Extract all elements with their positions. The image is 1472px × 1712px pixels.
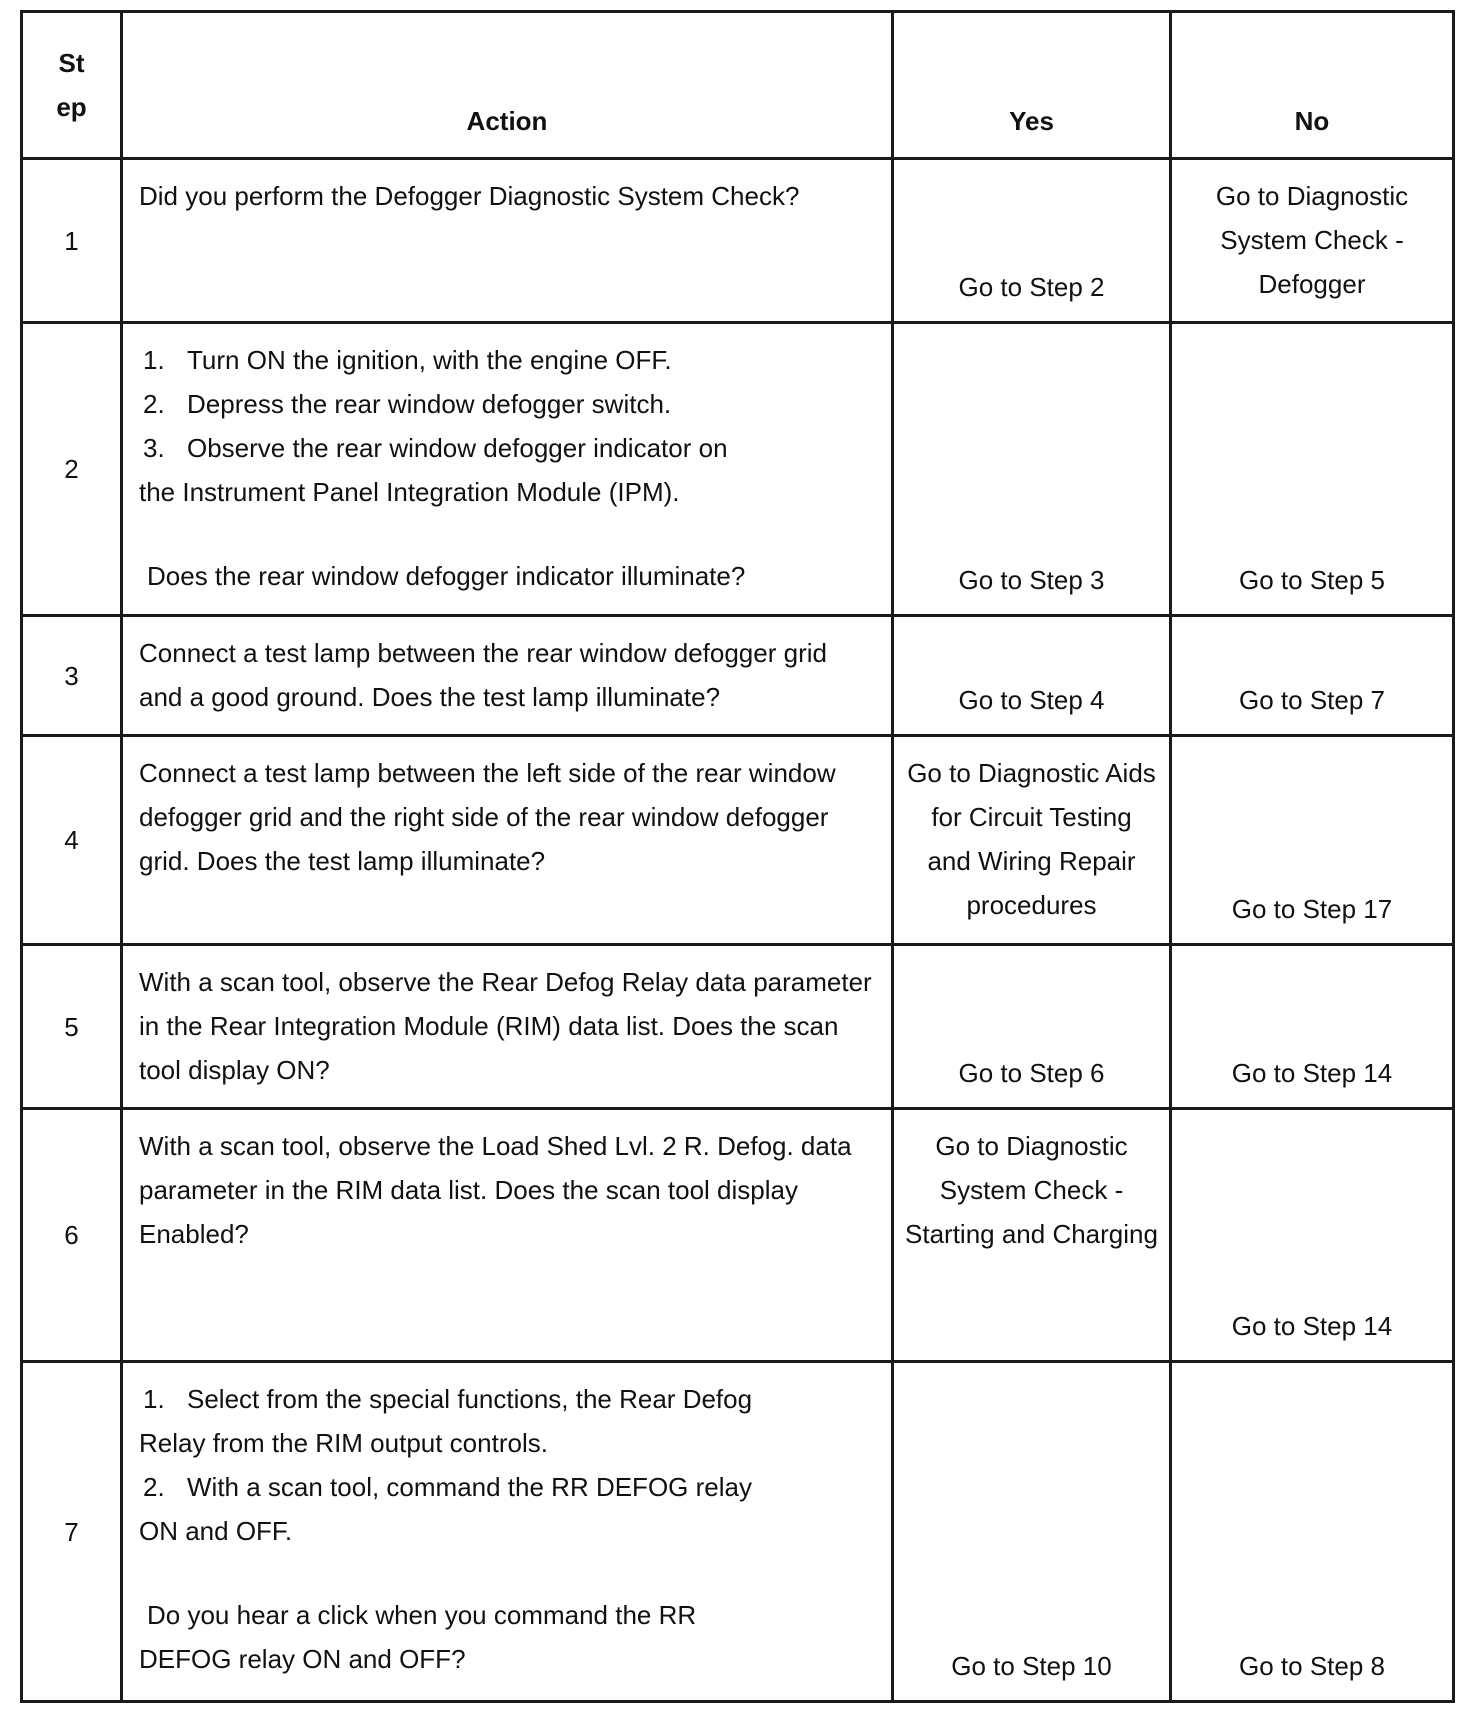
no-result: Go to Step 14 <box>1171 945 1454 1109</box>
list-number: 2. <box>143 1472 165 1502</box>
action-text: With a scan tool, observe the Load Shed Lvl. 2 R. Defog. data parameter in the RIM data list. Does the scan tool display Enabled? <box>122 1109 893 1362</box>
yes-line: and Wiring Repair <box>927 846 1136 876</box>
header-yes: Yes <box>893 12 1171 159</box>
action-text: With a scan tool, observe the Rear Defog Relay data parameter in the Rear Integration Module (RIM) data list. Does the scan tool display ON? <box>122 945 893 1109</box>
table-row <box>22 736 1454 945</box>
question-text: Does the rear window defogger indicator illuminate? <box>147 561 746 591</box>
yes-line: System Check - <box>939 1175 1124 1205</box>
list-item-text: Select from the special functions, the Rear Defog <box>187 1384 753 1414</box>
question-text-continuation: DEFOG relay ON and OFF? <box>139 1644 466 1674</box>
yes-result: Go to Step 4 <box>893 616 1171 736</box>
header-row <box>22 12 1454 159</box>
header-step <box>22 12 122 159</box>
table-row <box>22 323 1454 616</box>
table-row <box>22 1362 1454 1702</box>
step-number: 5 <box>22 945 122 1109</box>
action-text <box>122 323 893 616</box>
table-row <box>22 1109 1454 1362</box>
header-action: Action <box>122 12 893 159</box>
question-text: Do you hear a click when you command the RR <box>147 1600 697 1630</box>
header-step-line2: ep <box>56 92 87 122</box>
list-item <box>139 426 877 470</box>
step-number: 6 <box>22 1109 122 1362</box>
list-item-text: Observe the rear window defogger indicator on <box>187 433 728 463</box>
yes-result <box>893 736 1171 945</box>
no-result: Go to Step 5 <box>1171 323 1454 616</box>
list-item-text: With a scan tool, command the RR DEFOG relay <box>187 1472 752 1502</box>
list-item-continuation: Relay from the RIM output controls. <box>139 1428 548 1458</box>
yes-result: Go to Step 2 <box>893 159 1171 323</box>
list-item <box>139 1465 877 1509</box>
yes-line: Go to Diagnostic <box>935 1131 1128 1161</box>
table-row <box>22 945 1454 1109</box>
yes-line: Starting and Charging <box>905 1219 1158 1249</box>
list-item <box>139 382 877 426</box>
header-step-line1: St <box>58 48 85 78</box>
list-number: 1. <box>143 1384 165 1414</box>
list-number: 2. <box>143 389 165 419</box>
yes-line: procedures <box>966 890 1097 920</box>
step-number: 7 <box>22 1362 122 1702</box>
no-line: System Check - <box>1220 225 1404 255</box>
yes-result: Go to Step 3 <box>893 323 1171 616</box>
list-item-continuation: ON and OFF. <box>139 1516 293 1546</box>
yes-result <box>893 1109 1171 1362</box>
step-number: 2 <box>22 323 122 616</box>
action-text <box>122 1362 893 1702</box>
step-number: 1 <box>22 159 122 323</box>
table-row <box>22 159 1454 323</box>
action-text: Connect a test lamp between the rear window defogger grid and a good ground. Does the test lamp illuminate? <box>122 616 893 736</box>
step-number: 3 <box>22 616 122 736</box>
diagnostic-steps-table <box>20 10 1455 1703</box>
no-result: Go to Step 8 <box>1171 1362 1454 1702</box>
table-row <box>22 616 1454 736</box>
no-result: Go to Step 7 <box>1171 616 1454 736</box>
no-result: Go to Step 14 <box>1171 1109 1454 1362</box>
yes-line: for Circuit Testing <box>931 802 1132 832</box>
list-item-text: Turn ON the ignition, with the engine OFF. <box>187 345 672 375</box>
yes-line: Go to Diagnostic Aids <box>907 758 1156 788</box>
list-item <box>139 1377 877 1421</box>
step-number: 4 <box>22 736 122 945</box>
no-result: Go to Step 17 <box>1171 736 1454 945</box>
list-item-continuation: the Instrument Panel Integration Module (IPM). <box>139 477 680 507</box>
action-text: Connect a test lamp between the left side of the rear window defogger grid and the right side of the rear window defogger grid. Does the test lamp illuminate? <box>122 736 893 945</box>
yes-result: Go to Step 6 <box>893 945 1171 1109</box>
no-line: Go to Diagnostic <box>1215 181 1409 211</box>
no-line: Defogger <box>1258 269 1366 299</box>
list-number: 3. <box>143 433 165 463</box>
header-no: No <box>1171 12 1454 159</box>
list-item-text: Depress the rear window defogger switch. <box>187 389 672 419</box>
list-number: 1. <box>143 345 165 375</box>
no-result <box>1171 159 1454 323</box>
action-text: Did you perform the Defogger Diagnostic System Check? <box>122 159 893 323</box>
yes-result: Go to Step 10 <box>893 1362 1171 1702</box>
list-item <box>139 338 877 382</box>
